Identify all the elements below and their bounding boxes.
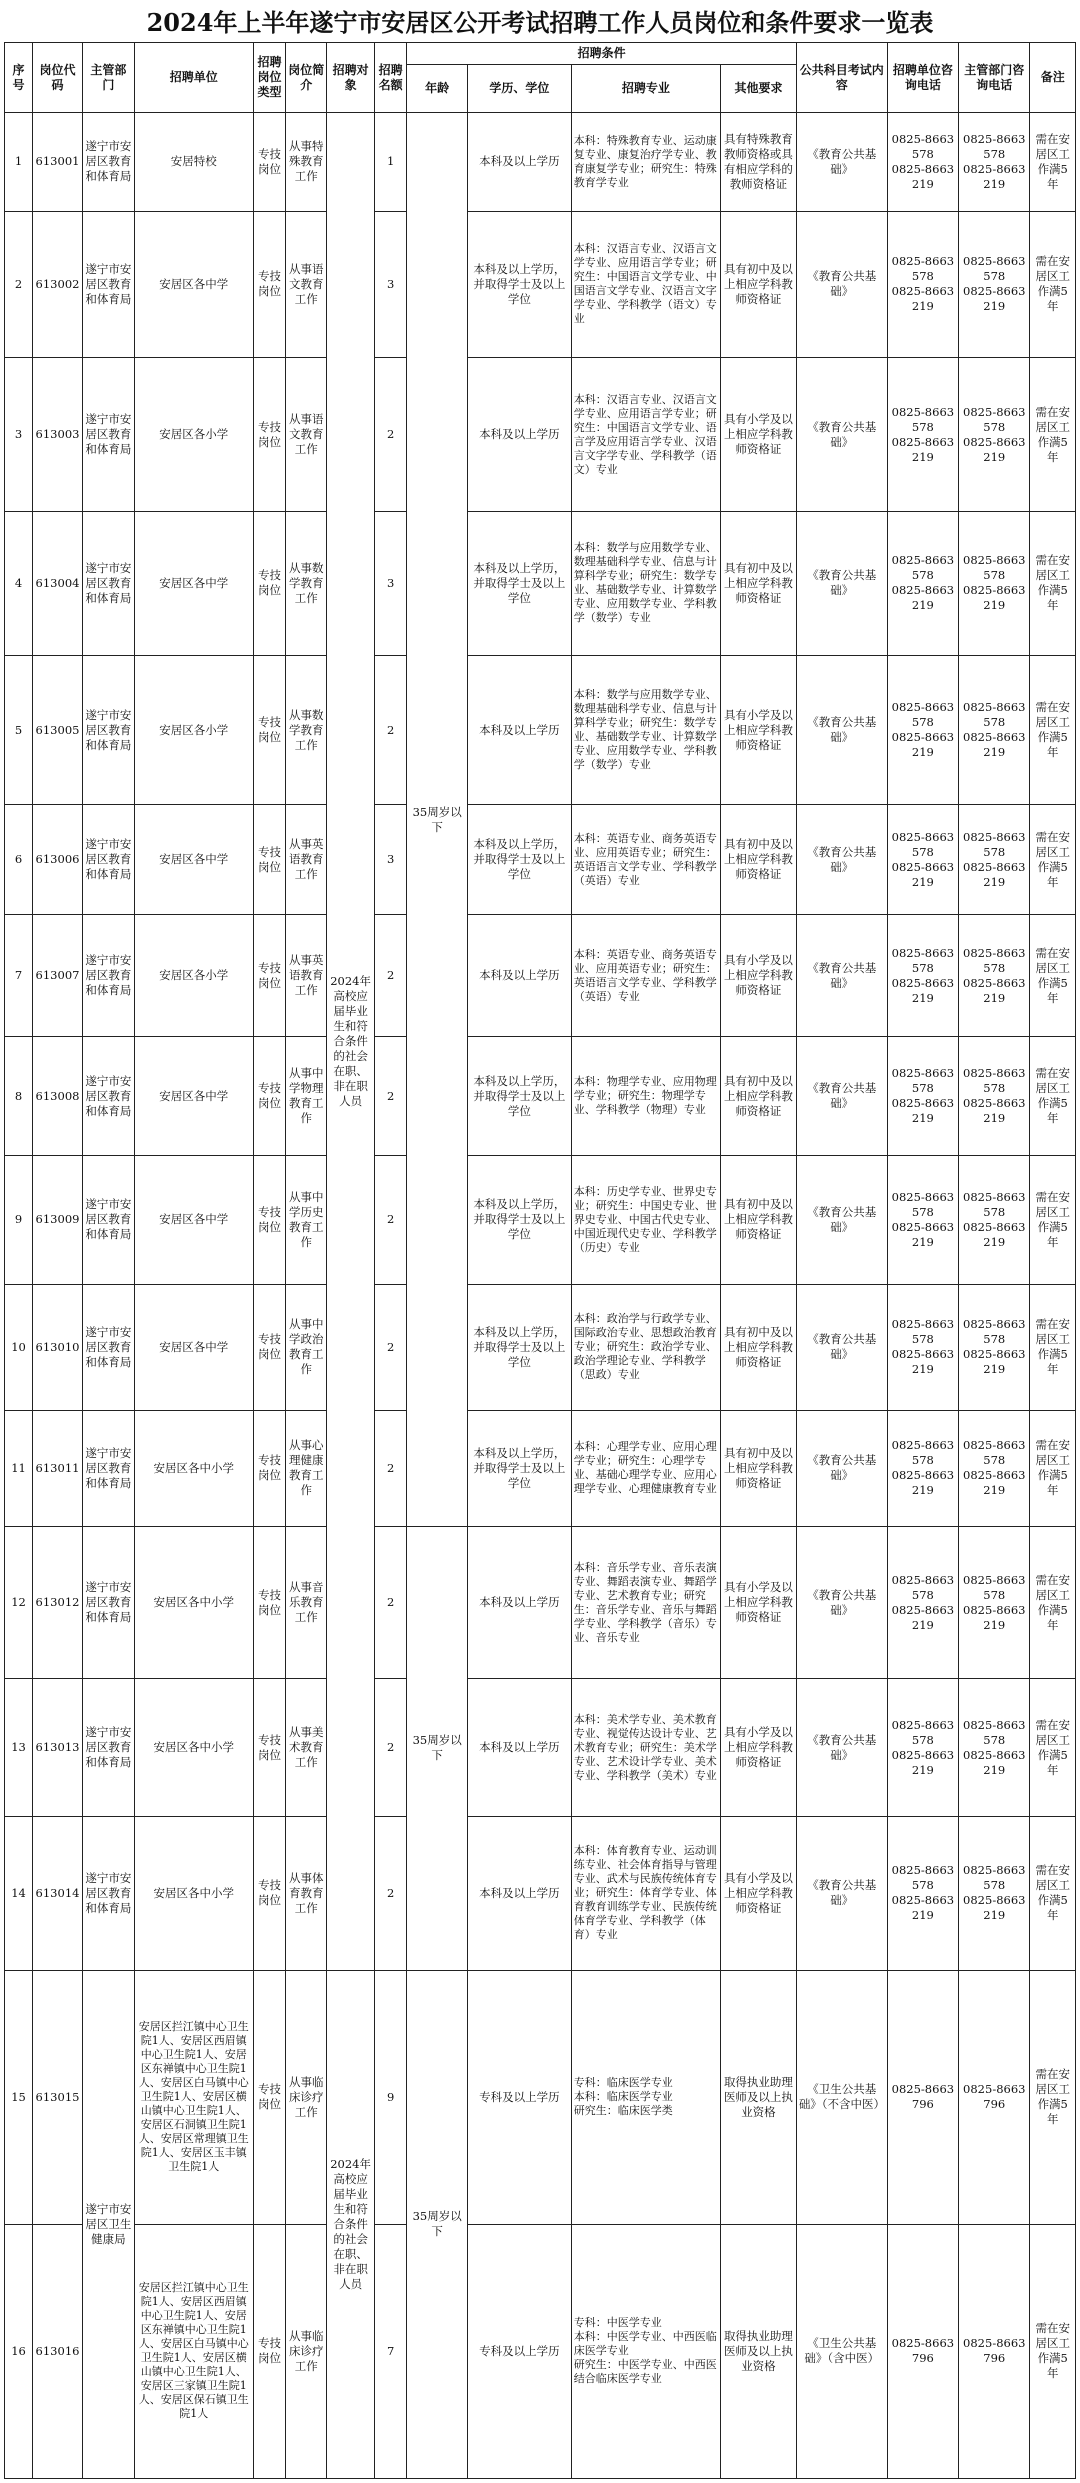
header-target: 招聘对象 (327, 43, 375, 113)
cell-unit-phone: 0825-8663578 0825-8663219 (887, 805, 958, 915)
cell-exam: 《教育公共基础》 (796, 1410, 887, 1526)
cell-major: 本科：音乐学专业、音乐表演专业、舞蹈表演专业、舞蹈学专业、艺术教育专业；研究生：音乐学专业、音乐与舞蹈学专业、学科教学（音乐）专业、音乐专业 (571, 1527, 720, 1679)
table-row (5, 2224, 1076, 2478)
cell-unit: 安居区各中学 (134, 211, 253, 358)
cell-quota: 2 (374, 914, 406, 1037)
cell-post-intro: 从事特殊教育工作 (286, 113, 327, 212)
cell-major: 本科：心理学专业、应用心理学专业；研究生：心理学专业、基础心理学专业、应用心理学专业、心理健康教育专业 (571, 1410, 720, 1526)
table-row (5, 1155, 1076, 1284)
cell-unit: 安居区各中小学 (134, 1817, 253, 1970)
cell-quota: 2 (374, 1817, 406, 1970)
cell-dept: 遂宁市安居区教育和体育局 (82, 211, 134, 358)
cell-seq: 15 (5, 1970, 33, 2224)
cell-exam: 《教育公共基础》 (796, 805, 887, 915)
cell-exam: 《教育公共基础》 (796, 914, 887, 1037)
cell-major: 本科：特殊教育专业、运动康复专业、康复治疗学专业、教育康复学专业；研究生：特殊教育学专业 (571, 113, 720, 212)
cell-exam: 《教育公共基础》 (796, 1155, 887, 1284)
table-row (5, 511, 1076, 656)
table-row (5, 805, 1076, 915)
cell-post-type: 专技岗位 (253, 1679, 285, 1817)
recruitment-table (4, 42, 1076, 2479)
cell-remark: 需在安居区工作满5年 (1030, 805, 1076, 915)
cell-post-type: 专技岗位 (253, 1817, 285, 1970)
cell-dept-phone: 0825-8663578 0825-8663219 (959, 1527, 1030, 1679)
cell-major: 专科：临床医学专业 本科：临床医学专业 研究生：临床医学类 (571, 1970, 720, 2224)
cell-unit: 安居区各中学 (134, 1037, 253, 1155)
cell-dept-phone: 0825-8663578 0825-8663219 (959, 1679, 1030, 1817)
cell-unit-phone: 0825-8663578 0825-8663219 (887, 1527, 958, 1679)
cell-unit-phone: 0825-8663578 0825-8663219 (887, 1410, 958, 1526)
cell-post-intro: 从事音乐教育工作 (286, 1527, 327, 1679)
cell-post-type: 专技岗位 (253, 656, 285, 805)
cell-remark: 需在安居区工作满5年 (1030, 1410, 1076, 1526)
cell-quota: 2 (374, 1155, 406, 1284)
cell-unit-phone: 0825-8663578 0825-8663219 (887, 1284, 958, 1410)
table-row (5, 656, 1076, 805)
cell-seq: 12 (5, 1527, 33, 1679)
cell-major: 专科：中医学专业 本科：中医学专业、中西医临床医学专业 研究生：中医学专业、中西医结合临床医学专业 (571, 2224, 720, 2478)
cell-remark: 需在安居区工作满5年 (1030, 1527, 1076, 1679)
cell-other: 取得执业助理医师及以上执业资格 (721, 1970, 797, 2224)
cell-quota: 2 (374, 1037, 406, 1155)
cell-dept: 遂宁市安居区教育和体育局 (82, 358, 134, 511)
cell-remark: 需在安居区工作满5年 (1030, 1037, 1076, 1155)
cell-remark: 需在安居区工作满5年 (1030, 511, 1076, 656)
cell-unit: 安居区各中学 (134, 805, 253, 915)
cell-post-intro: 从事美术教育工作 (286, 1679, 327, 1817)
cell-seq: 2 (5, 211, 33, 358)
header-post-intro: 岗位简介 (286, 43, 327, 113)
cell-age-health: 35周岁以下 (407, 1970, 468, 2478)
cell-unit: 安居区拦江镇中心卫生院1人、安居区西眉镇中心卫生院1人、安居区东禅镇中心卫生院1人、安居区白马镇中心卫生院1人、安居区横山镇中心卫生院1人、安居区石洞镇卫生院1人、安居区常理镇卫生院1人、安居区玉丰镇卫生院1人 (134, 1970, 253, 2224)
cell-unit: 安居区各中小学 (134, 1679, 253, 1817)
cell-quota: 2 (374, 358, 406, 511)
cell-post-intro: 从事临床诊疗工作 (286, 2224, 327, 2478)
cell-other: 具有小学及以上相应学科教师资格证 (721, 1679, 797, 1817)
cell-code: 613010 (33, 1284, 83, 1410)
cell-other: 具有小学及以上相应学科教师资格证 (721, 358, 797, 511)
cell-dept-phone: 0825-8663578 0825-8663219 (959, 1817, 1030, 1970)
header-exam: 公共科目考试内容 (796, 43, 887, 113)
cell-code: 613016 (33, 2224, 83, 2478)
cell-major: 本科：数学与应用数学专业、数理基础科学专业、信息与计算科学专业；研究生：数学专业、基础数学专业、计算数学专业、应用数学专业、学科教学（数学）专业 (571, 511, 720, 656)
cell-post-intro: 从事临床诊疗工作 (286, 1970, 327, 2224)
cell-edu: 本科及以上学历 (467, 1527, 571, 1679)
cell-unit: 安居区各小学 (134, 656, 253, 805)
table-row (5, 211, 1076, 358)
cell-edu: 本科及以上学历，并取得学士及以上学位 (467, 211, 571, 358)
cell-other: 具有初中及以上相应学科教师资格证 (721, 1037, 797, 1155)
cell-other: 具有初中及以上相应学科教师资格证 (721, 805, 797, 915)
cell-dept-phone: 0825-8663796 (959, 2224, 1030, 2478)
table-body (5, 113, 1076, 2479)
cell-dept-phone: 0825-8663578 0825-8663219 (959, 1155, 1030, 1284)
cell-remark: 需在安居区工作满5年 (1030, 1284, 1076, 1410)
cell-post-intro: 从事体育教育工作 (286, 1817, 327, 1970)
cell-post-type: 专技岗位 (253, 1284, 285, 1410)
cell-post-intro: 从事语文教育工作 (286, 358, 327, 511)
cell-unit-phone: 0825-8663578 0825-8663219 (887, 1817, 958, 1970)
cell-unit: 安居区各中学 (134, 1284, 253, 1410)
cell-code: 613015 (33, 1970, 83, 2224)
cell-code: 613013 (33, 1679, 83, 1817)
cell-post-intro: 从事英语教育工作 (286, 914, 327, 1037)
cell-code: 613014 (33, 1817, 83, 1970)
header-dept-phone: 主管部门咨询电话 (959, 43, 1030, 113)
cell-seq: 13 (5, 1679, 33, 1817)
cell-edu: 本科及以上学历，并取得学士及以上学位 (467, 1037, 571, 1155)
cell-remark: 需在安居区工作满5年 (1030, 1679, 1076, 1817)
cell-post-type: 专技岗位 (253, 1970, 285, 2224)
cell-code: 613003 (33, 358, 83, 511)
cell-code: 613009 (33, 1155, 83, 1284)
cell-post-type: 专技岗位 (253, 914, 285, 1037)
cell-edu: 本科及以上学历 (467, 1679, 571, 1817)
cell-unit: 安居区各小学 (134, 914, 253, 1037)
cell-dept: 遂宁市安居区教育和体育局 (82, 1284, 134, 1410)
cell-target-edu: 2024年高校应届毕业生和符合条件的社会在职、非在职人员 (327, 113, 375, 1971)
cell-exam: 《教育公共基础》 (796, 211, 887, 358)
cell-major: 本科：体育教育专业、运动训练专业、社会体育指导与管理专业、武术与民族传统体育专业；研究生：体育学专业、体育教育训练学专业、民族传统体育学专业、学科教学（体育）专业 (571, 1817, 720, 1970)
cell-exam: 《教育公共基础》 (796, 1817, 887, 1970)
cell-exam: 《教育公共基础》 (796, 656, 887, 805)
table-row (5, 914, 1076, 1037)
cell-quota: 2 (374, 1284, 406, 1410)
cell-quota: 1 (374, 113, 406, 212)
cell-target-health: 2024年高校应届毕业生和符合条件的社会在职、非在职人员 (327, 1970, 375, 2478)
cell-other: 具有小学及以上相应学科教师资格证 (721, 1527, 797, 1679)
cell-major: 本科：政治学与行政学专业、国际政治专业、思想政治教育专业；研究生：政治学专业、政治学理论专业、学科教学（思政）专业 (571, 1284, 720, 1410)
cell-edu: 本科及以上学历，并取得学士及以上学位 (467, 1155, 571, 1284)
cell-remark: 需在安居区工作满5年 (1030, 1155, 1076, 1284)
cell-unit: 安居区各中小学 (134, 1527, 253, 1679)
cell-code: 613006 (33, 805, 83, 915)
cell-post-intro: 从事语文教育工作 (286, 211, 327, 358)
cell-dept: 遂宁市安居区教育和体育局 (82, 1410, 134, 1526)
cell-unit: 安居区拦江镇中心卫生院1人、安居区西眉镇中心卫生院1人、安居区东禅镇中心卫生院1人、安居区白马镇中心卫生院1人、安居区横山镇中心卫生院1人、安居区三家镇卫生院1人、安居区保石镇卫生院1人 (134, 2224, 253, 2478)
cell-post-type: 专技岗位 (253, 511, 285, 656)
cell-exam: 《教育公共基础》 (796, 1284, 887, 1410)
cell-major: 本科：美术学专业、美术教育专业、视觉传达设计专业、艺术教育专业；研究生：美术学专业、艺术设计学专业、美术专业、学科教学（美术）专业 (571, 1679, 720, 1817)
cell-edu: 本科及以上学历 (467, 656, 571, 805)
cell-dept-phone: 0825-8663578 0825-8663219 (959, 914, 1030, 1037)
cell-major: 本科：汉语言专业、汉语言文学专业、应用语言学专业；研究生：中国语言文学专业、语言学及应用语言学专业、汉语言文字学专业、学科教学（语文）专业 (571, 358, 720, 511)
cell-exam: 《教育公共基础》 (796, 1037, 887, 1155)
cell-post-type: 专技岗位 (253, 1410, 285, 1526)
cell-dept-phone: 0825-8663578 0825-8663219 (959, 1284, 1030, 1410)
cell-dept-phone: 0825-8663578 0825-8663219 (959, 511, 1030, 656)
cell-seq: 1 (5, 113, 33, 212)
cell-quota: 3 (374, 211, 406, 358)
cell-major: 本科：汉语言专业、汉语言文学专业、应用语言学专业；研究生：中国语言文学专业、中国语言文学专业、汉语言文字学专业、学科教学（语文）专业 (571, 211, 720, 358)
cell-dept: 遂宁市安居区教育和体育局 (82, 1527, 134, 1679)
cell-code: 613007 (33, 914, 83, 1037)
cell-exam: 《教育公共基础》 (796, 358, 887, 511)
cell-major: 本科：历史学专业、世界史专业；研究生：中国史专业、世界史专业、中国古代史专业、中国近现代史专业、学科教学（历史）专业 (571, 1155, 720, 1284)
cell-seq: 14 (5, 1817, 33, 1970)
table-row (5, 358, 1076, 511)
cell-code: 613008 (33, 1037, 83, 1155)
header-major: 招聘专业 (571, 65, 720, 113)
cell-edu: 本科及以上学历，并取得学士及以上学位 (467, 805, 571, 915)
table-row (5, 1970, 1076, 2224)
cell-unit: 安居区各中学 (134, 1155, 253, 1284)
cell-quota: 7 (374, 2224, 406, 2478)
cell-dept: 遂宁市安居区教育和体育局 (82, 805, 134, 915)
cell-dept: 遂宁市安居区教育和体育局 (82, 113, 134, 212)
cell-other: 具有初中及以上相应学科教师资格证 (721, 511, 797, 656)
table-row (5, 113, 1076, 212)
cell-unit: 安居区各小学 (134, 358, 253, 511)
header-post-type: 招聘岗位类型 (253, 43, 285, 113)
cell-exam: 《教育公共基础》 (796, 511, 887, 656)
cell-unit-phone: 0825-8663578 0825-8663219 (887, 358, 958, 511)
cell-unit: 安居特校 (134, 113, 253, 212)
cell-other: 取得执业助理医师及以上执业资格 (721, 2224, 797, 2478)
cell-quota: 2 (374, 1679, 406, 1817)
cell-major: 本科：英语专业、商务英语专业、应用英语专业；研究生：英语语言文学专业、学科教学（英语）专业 (571, 914, 720, 1037)
cell-dept-phone: 0825-8663578 0825-8663219 (959, 358, 1030, 511)
cell-dept-phone: 0825-8663578 0825-8663219 (959, 1037, 1030, 1155)
cell-post-type: 专技岗位 (253, 805, 285, 915)
cell-post-type: 专技岗位 (253, 358, 285, 511)
cell-unit: 安居区各中学 (134, 511, 253, 656)
cell-dept-health: 遂宁市安居区卫生健康局 (82, 1970, 134, 2478)
cell-unit-phone: 0825-8663796 (887, 2224, 958, 2478)
table-row (5, 1817, 1076, 1970)
cell-dept: 遂宁市安居区教育和体育局 (82, 914, 134, 1037)
cell-post-type: 专技岗位 (253, 1155, 285, 1284)
cell-unit-phone: 0825-8663578 0825-8663219 (887, 914, 958, 1037)
cell-dept: 遂宁市安居区教育和体育局 (82, 511, 134, 656)
cell-dept-phone: 0825-8663796 (959, 1970, 1030, 2224)
cell-remark: 需在安居区工作满5年 (1030, 1817, 1076, 1970)
cell-post-type: 专技岗位 (253, 211, 285, 358)
cell-post-intro: 从事数学教育工作 (286, 656, 327, 805)
cell-dept-phone: 0825-8663578 0825-8663219 (959, 113, 1030, 212)
cell-exam: 《卫生公共基础》（含中医） (796, 2224, 887, 2478)
cell-other: 具有小学及以上相应学科教师资格证 (721, 1817, 797, 1970)
cell-seq: 5 (5, 656, 33, 805)
cell-post-intro: 从事中学政治教育工作 (286, 1284, 327, 1410)
cell-remark: 需在安居区工作满5年 (1030, 113, 1076, 212)
cell-edu: 本科及以上学历，并取得学士及以上学位 (467, 1284, 571, 1410)
table-row (5, 1679, 1076, 1817)
cell-seq: 16 (5, 2224, 33, 2478)
document-title: 2024年上半年遂宁市安居区公开考试招聘工作人员岗位和条件要求一览表 (146, 8, 934, 37)
cell-dept: 遂宁市安居区教育和体育局 (82, 656, 134, 805)
cell-edu: 本科及以上学历 (467, 1817, 571, 1970)
header-edu: 学历、学位 (467, 65, 571, 113)
cell-remark: 需在安居区工作满5年 (1030, 914, 1076, 1037)
cell-seq: 6 (5, 805, 33, 915)
cell-post-intro: 从事中学物理教育工作 (286, 1037, 327, 1155)
cell-other: 具有初中及以上相应学科教师资格证 (721, 1155, 797, 1284)
cell-major: 本科：物理学专业、应用物理学专业；研究生：物理学专业、学科教学（物理）专业 (571, 1037, 720, 1155)
cell-post-type: 专技岗位 (253, 113, 285, 212)
header-row (5, 43, 1076, 65)
cell-quota: 9 (374, 1970, 406, 2224)
cell-unit-phone: 0825-8663578 0825-8663219 (887, 656, 958, 805)
table-row (5, 1410, 1076, 1526)
cell-other: 具有初中及以上相应学科教师资格证 (721, 1410, 797, 1526)
cell-post-intro: 从事心理健康教育工作 (286, 1410, 327, 1526)
table-row (5, 1527, 1076, 1679)
header-dept: 主管部门 (82, 43, 134, 113)
cell-quota: 3 (374, 511, 406, 656)
cell-dept: 遂宁市安居区教育和体育局 (82, 1037, 134, 1155)
cell-edu: 专科及以上学历 (467, 2224, 571, 2478)
cell-code: 613002 (33, 211, 83, 358)
table-row (5, 1284, 1076, 1410)
cell-major: 本科：英语专业、商务英语专业、应用英语专业；研究生：英语语言文学专业、学科教学（英语）专业 (571, 805, 720, 915)
cell-exam: 《卫生公共基础》（不含中医） (796, 1970, 887, 2224)
cell-dept-phone: 0825-8663578 0825-8663219 (959, 656, 1030, 805)
header-seq: 序号 (5, 43, 33, 113)
cell-post-intro: 从事数学教育工作 (286, 511, 327, 656)
cell-seq: 3 (5, 358, 33, 511)
cell-dept-phone: 0825-8663578 0825-8663219 (959, 1410, 1030, 1526)
cell-edu: 本科及以上学历 (467, 358, 571, 511)
cell-post-type: 专技岗位 (253, 1527, 285, 1679)
cell-edu: 本科及以上学历，并取得学士及以上学位 (467, 511, 571, 656)
cell-remark: 需在安居区工作满5年 (1030, 2224, 1076, 2478)
header-age: 年龄 (407, 65, 468, 113)
cell-remark: 需在安居区工作满5年 (1030, 211, 1076, 358)
header-unit-phone: 招聘单位咨询电话 (887, 43, 958, 113)
cell-edu: 本科及以上学历 (467, 113, 571, 212)
cell-unit-phone: 0825-8663578 0825-8663219 (887, 1679, 958, 1817)
cell-post-type: 专技岗位 (253, 2224, 285, 2478)
cell-unit-phone: 0825-8663578 0825-8663219 (887, 211, 958, 358)
cell-post-type: 专技岗位 (253, 1037, 285, 1155)
cell-other: 具有初中及以上相应学科教师资格证 (721, 211, 797, 358)
cell-other: 具有初中及以上相应学科教师资格证 (721, 1284, 797, 1410)
cell-quota: 3 (374, 805, 406, 915)
cell-age-edu-2: 35周岁以下 (407, 1527, 468, 1971)
header-conditions: 招聘条件 (407, 43, 796, 65)
cell-seq: 9 (5, 1155, 33, 1284)
cell-dept: 遂宁市安居区教育和体育局 (82, 1817, 134, 1970)
cell-post-intro: 从事英语教育工作 (286, 805, 327, 915)
cell-exam: 《教育公共基础》 (796, 1527, 887, 1679)
header-quota: 招聘名额 (374, 43, 406, 113)
cell-dept-phone: 0825-8663578 0825-8663219 (959, 211, 1030, 358)
cell-remark: 需在安居区工作满5年 (1030, 656, 1076, 805)
cell-other: 具有小学及以上相应学科教师资格证 (721, 656, 797, 805)
cell-other: 具有小学及以上相应学科教师资格证 (721, 914, 797, 1037)
cell-age-edu-1: 35周岁以下 (407, 113, 468, 1527)
cell-exam: 《教育公共基础》 (796, 113, 887, 212)
cell-remark: 需在安居区工作满5年 (1030, 1970, 1076, 2224)
header-other: 其他要求 (721, 65, 797, 113)
cell-code: 613011 (33, 1410, 83, 1526)
cell-edu: 本科及以上学历，并取得学士及以上学位 (467, 1410, 571, 1526)
cell-code: 613004 (33, 511, 83, 656)
cell-major: 本科：数学与应用数学专业、数理基础科学专业、信息与计算科学专业；研究生：数学专业、基础数学专业、计算数学专业、应用数学专业、学科教学（数学）专业 (571, 656, 720, 805)
header-unit: 招聘单位 (134, 43, 253, 113)
cell-unit-phone: 0825-8663578 0825-8663219 (887, 1155, 958, 1284)
cell-seq: 8 (5, 1037, 33, 1155)
cell-seq: 11 (5, 1410, 33, 1526)
cell-quota: 2 (374, 656, 406, 805)
cell-edu: 专科及以上学历 (467, 1970, 571, 2224)
cell-dept: 遂宁市安居区教育和体育局 (82, 1679, 134, 1817)
cell-other: 具有特殊教育教师资格或具有相应学科的教师资格证 (721, 113, 797, 212)
cell-dept: 遂宁市安居区教育和体育局 (82, 1155, 134, 1284)
cell-seq: 10 (5, 1284, 33, 1410)
cell-code: 613005 (33, 656, 83, 805)
cell-unit-phone: 0825-8663578 0825-8663219 (887, 1037, 958, 1155)
cell-unit-phone: 0825-8663578 0825-8663219 (887, 511, 958, 656)
cell-code: 613012 (33, 1527, 83, 1679)
cell-post-intro: 从事中学历史教育工作 (286, 1155, 327, 1284)
cell-unit: 安居区各中小学 (134, 1410, 253, 1526)
cell-quota: 2 (374, 1527, 406, 1679)
cell-unit-phone: 0825-8663796 (887, 1970, 958, 2224)
cell-exam: 《教育公共基础》 (796, 1679, 887, 1817)
cell-code: 613001 (33, 113, 83, 212)
cell-unit-phone: 0825-8663578 0825-8663219 (887, 113, 958, 212)
header-remark: 备注 (1030, 43, 1076, 113)
cell-edu: 本科及以上学历 (467, 914, 571, 1037)
table-row (5, 1037, 1076, 1155)
cell-dept-phone: 0825-8663578 0825-8663219 (959, 805, 1030, 915)
cell-remark: 需在安居区工作满5年 (1030, 358, 1076, 511)
cell-seq: 4 (5, 511, 33, 656)
cell-seq: 7 (5, 914, 33, 1037)
header-code: 岗位代码 (33, 43, 83, 113)
cell-quota: 2 (374, 1410, 406, 1526)
